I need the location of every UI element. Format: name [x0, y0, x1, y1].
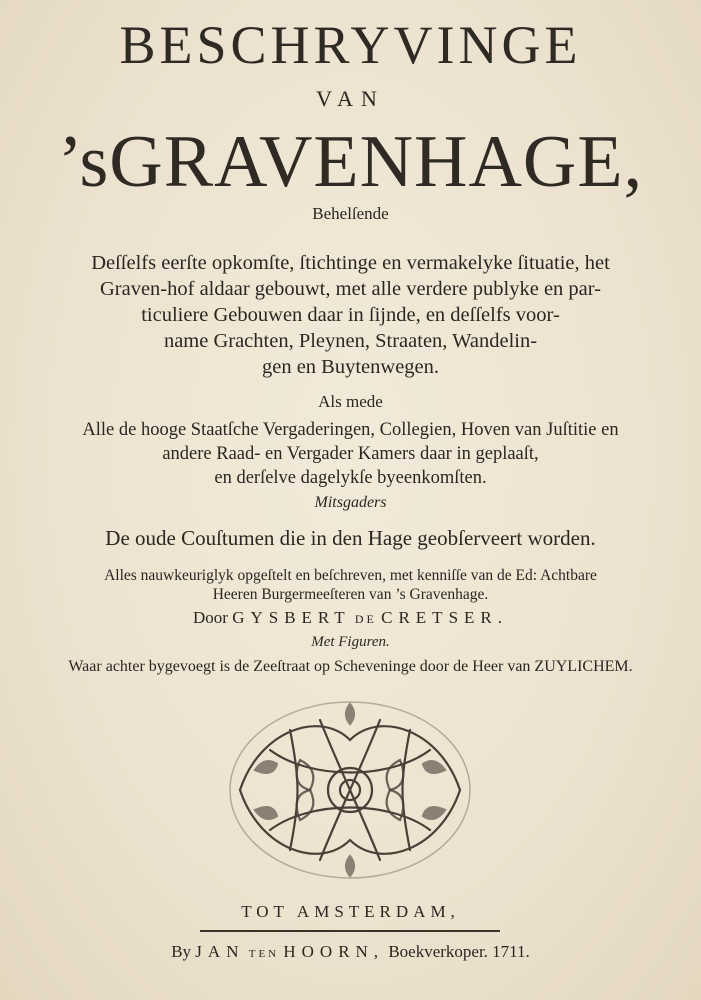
description-line: name Grachten, Pleynen, Straaten, Wandelin- [163, 330, 538, 352]
oude-coustumen-line: De oude Couſtumen die in den Hage geobſerveert worden. [105, 526, 596, 550]
description-line: Graven-hof aldaar gebouwt, met alle verdere publyke en par- [99, 278, 602, 300]
printer-ornament-icon [200, 690, 500, 890]
mitsgaders-label: Mitsgaders [314, 494, 387, 511]
publisher-first-name: JAN [195, 942, 245, 961]
als-mede-label: Als mede [318, 392, 383, 411]
description-block [10, 250, 691, 380]
alles-line: Alles nauwkeuriglyk opgeſtelt en beſchreven, met kenniſſe van de Ed: Achtbare [104, 567, 597, 584]
publisher-particle: TEN [248, 948, 280, 960]
author-prefix: Door [192, 608, 228, 627]
vergader-line: Alle de hooge Staatſche Vergaderingen, Collegien, Hoven van Juſtitie en [82, 420, 619, 440]
alles-block [10, 566, 691, 604]
alles-line: Heeren Burgermeeſteren van ’s Gravenhage. [212, 586, 489, 603]
vergader-line: en derſelve dagelykſe byeenkomſten. [214, 468, 487, 488]
publisher-role: Boekverkoper. [388, 942, 488, 961]
description-line: Deſſelfs eerſte opkomſte, ſtichtinge en vermakelyke ſituatie, het [91, 252, 610, 274]
title-line-3: ’sGRAVENHAGE, [57, 121, 644, 203]
title-line-1: BESCHRYVINGE [119, 15, 582, 75]
publisher-last-name: HOORN, [283, 942, 385, 961]
imprint-rule [200, 930, 500, 932]
waar-achter-line: Waar achter bygevoegt is de Zeeſtraat op Scheveninge door de Heer van ZUYLICHEM. [68, 658, 633, 675]
vergader-line: andere Raad- en Vergader Kamers daar in geplaaſt, [162, 444, 539, 464]
behelsende-label: Behelſende [312, 204, 389, 223]
imprint-line [0, 942, 701, 962]
description-line: ticuliere Gebouwen daar in ſijnde, en deſſelfs voor- [141, 304, 560, 326]
publication-year: 1711. [492, 942, 530, 961]
vergader-block [10, 418, 691, 490]
met-figuren-label: Met Figuren. [311, 634, 390, 650]
imprint-city: TOT AMSTERDAM, [241, 902, 460, 921]
author-line [0, 608, 701, 628]
imprint-by: By [171, 942, 192, 961]
author-last-name: CRETSER. [381, 608, 508, 627]
author-particle: DE [354, 612, 377, 626]
title-line-2: VAN [316, 86, 385, 111]
author-first-name: GYSBERT [232, 608, 351, 627]
description-line: gen en Buytenwegen. [261, 356, 440, 378]
